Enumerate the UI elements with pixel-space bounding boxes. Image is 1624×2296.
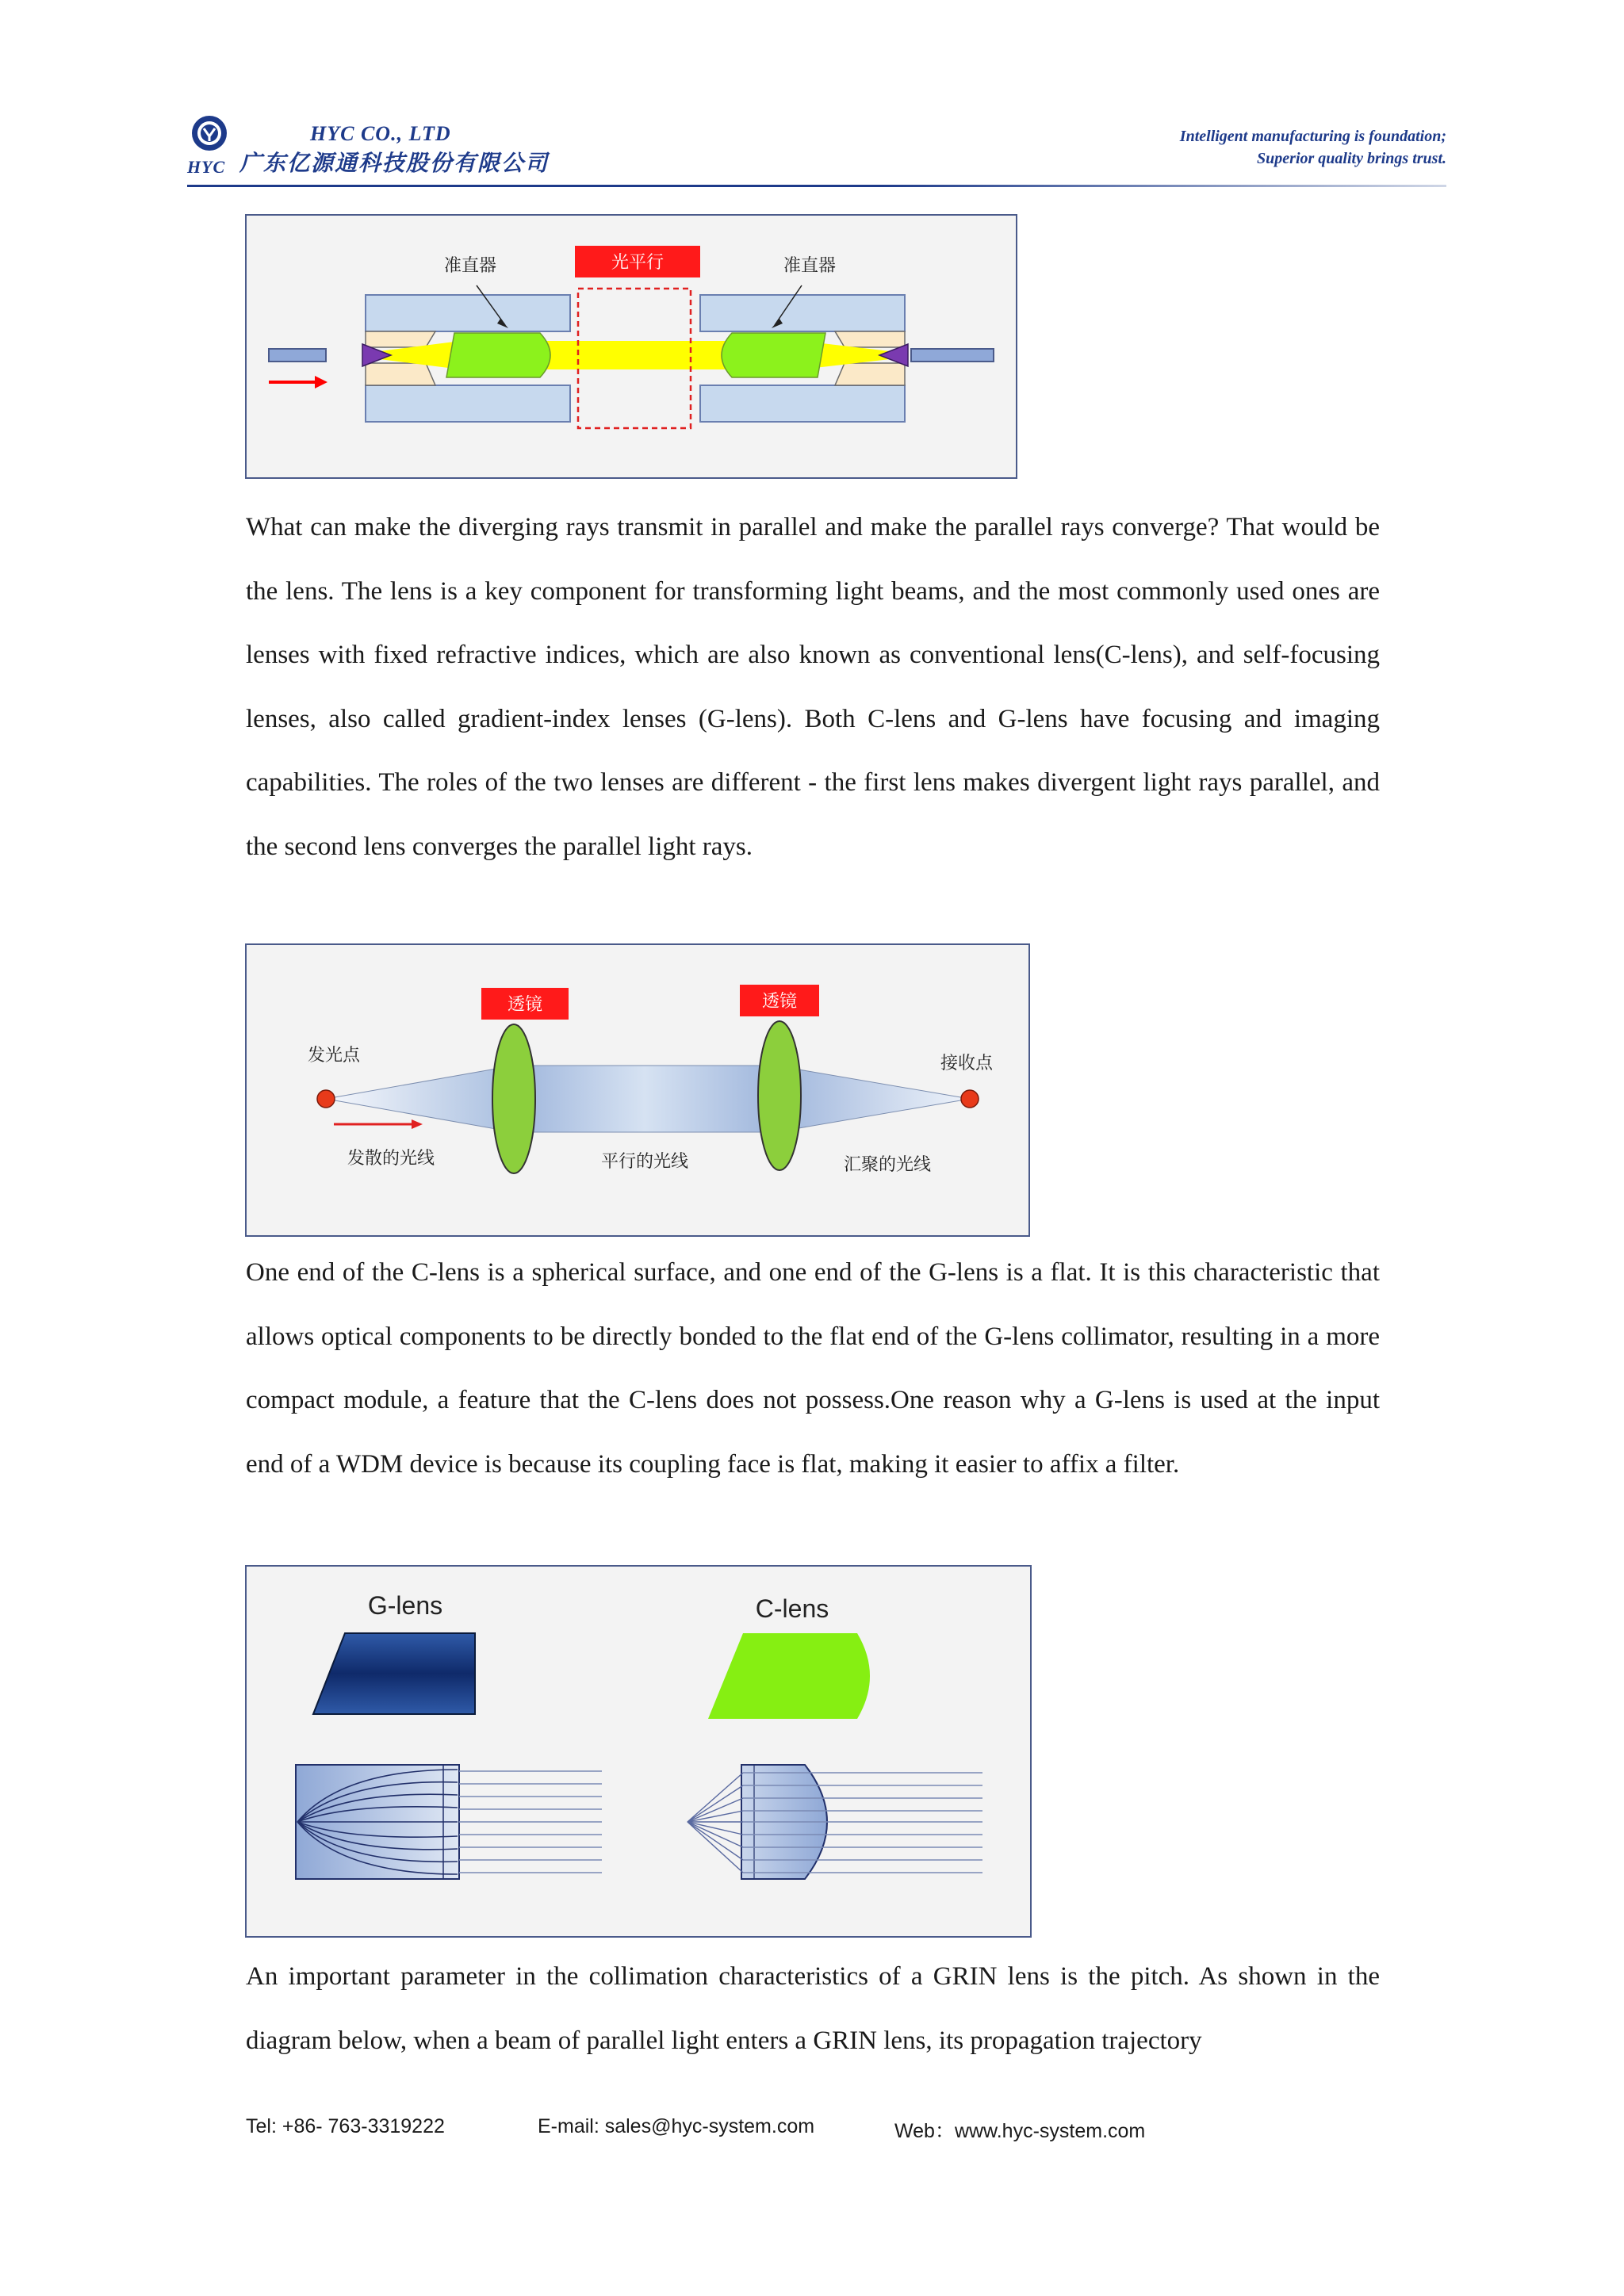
paragraph-lens-intro: What can make the diverging rays transmit in parallel and make the parallel rays converge? That would be the lens. The lens is a key component for transforming light beams, and the most commonly used ones are lenses with fixed refractive indices, which are also known as conventional lens(C-lens), and self-focusing lenses, also called gradient-index lenses (G-lens). Both C-lens and G-lens have focusing and imaging capabilities. The roles of the two lenses are different - the first lens makes divergent light rays parallel, and the second lens converges the parallel light rays. xyxy=(246,513,1380,861)
emit-point-label: 发光点 xyxy=(307,1046,361,1066)
slogan xyxy=(1180,125,1446,170)
parallel-rays-label: 平行的光线 xyxy=(600,1152,689,1172)
clens-shape xyxy=(708,1633,870,1719)
receive-point-dot xyxy=(961,1090,979,1108)
slogan-line-1: Intelligent manufacturing is foundation; xyxy=(1179,128,1446,145)
lens-ray-diagram xyxy=(245,943,1030,1237)
lens-ray-diagram-svg xyxy=(247,945,1028,1235)
collimator-label-left: 准直器 xyxy=(443,256,497,276)
diverging-rays-label: 发散的光线 xyxy=(347,1149,435,1169)
header-divider xyxy=(187,185,1446,187)
lens-label-2: 透镜 xyxy=(761,992,798,1012)
paragraph-grin-pitch: An important parameter in the collimation characteristics of a GRIN lens is the pitch. As shown in the diagram below, when a beam of parallel light enters a GRIN lens, its propagation trajectory xyxy=(246,1962,1380,2055)
company-name-cn: 广东亿源通科技股份有限公司 xyxy=(239,150,550,176)
glens-ray-trace xyxy=(296,1765,602,1879)
clens-ray-trace xyxy=(688,1765,982,1879)
clens-label: C-lens xyxy=(755,1594,829,1623)
emit-point-dot xyxy=(317,1090,335,1108)
logo-text: HYC xyxy=(187,157,226,177)
paragraph-lens-comparison: One end of the C-lens is a spherical surface, and one end of the G-lens is a flat. It is this characteristic that allows optical components to be directly bonded to the flat end of the G-lens collimator, resulting in a more compact module, a feature that the C-lens does not possess.One reason why a G-lens is used at the input end of a WDM device is because its coupling face is flat, making it easier to affix a filter. xyxy=(246,1258,1380,1479)
company-name-en: HYC CO., LTD xyxy=(310,122,451,145)
glens-clens-diagram-svg xyxy=(247,1567,1030,1936)
glens-label: G-lens xyxy=(367,1591,443,1620)
collimator-diagram-svg xyxy=(247,216,1016,477)
collimator-diagram xyxy=(245,214,1017,479)
footer-web: Web：www.hyc-system.com xyxy=(894,2120,1146,2142)
glens-shape xyxy=(313,1633,475,1714)
glens-clens-diagram xyxy=(245,1565,1032,1938)
company-logo-icon xyxy=(190,114,228,152)
converging-rays-label: 汇聚的光线 xyxy=(843,1155,932,1175)
page-header xyxy=(187,111,1446,187)
receive-point-label: 接收点 xyxy=(940,1054,994,1073)
footer-tel: Tel: +86- 763-3319222 xyxy=(246,2115,445,2137)
slogan-line-2: Superior quality brings trust. xyxy=(1257,150,1446,167)
parallel-light-label: 光平行 xyxy=(611,253,665,273)
lens-label-1: 透镜 xyxy=(507,995,543,1015)
collimator-label-right: 准直器 xyxy=(783,256,837,276)
footer-email: E-mail: sales@hyc-system.com xyxy=(538,2115,815,2137)
